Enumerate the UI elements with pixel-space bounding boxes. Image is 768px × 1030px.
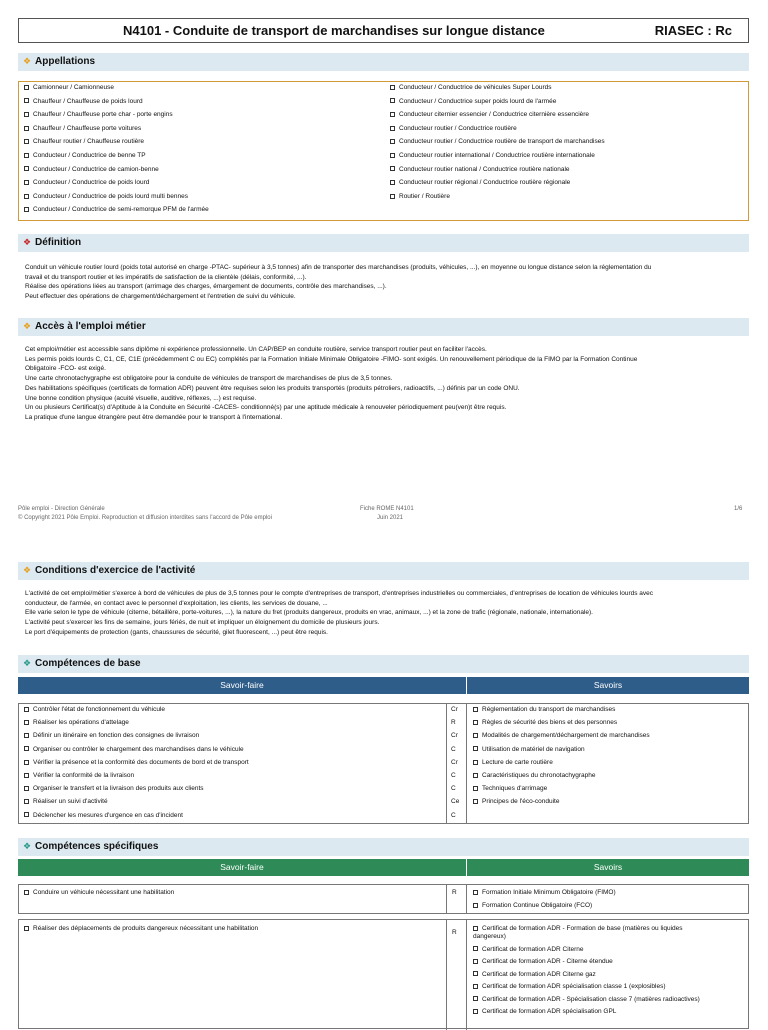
checkbox-icon xyxy=(473,890,478,895)
section-competences-specifiques xyxy=(18,838,749,856)
checkbox-icon xyxy=(24,707,29,712)
savoir-item: Certificat de formation ADR - Spécialisation classe 7 (matières radioactives) xyxy=(473,996,700,1003)
checkbox-icon xyxy=(24,139,29,144)
savoir-item: Formation Initiale Minimum Obligatoire (FIMO) xyxy=(473,889,616,896)
checkbox-icon xyxy=(24,98,29,103)
checkbox-icon xyxy=(390,85,395,90)
footer-date: Juin 2021 xyxy=(377,515,404,521)
appellation-item: Conducteur / Conductrice de semi-remorque PFM de l'armée xyxy=(24,206,209,213)
appellation-item: Conducteur routier international / Conductrice routière internationale xyxy=(390,152,595,159)
checkbox-icon xyxy=(390,126,395,131)
competence-code: C xyxy=(451,785,456,793)
section-title: Compétences spécifiques xyxy=(35,841,159,852)
column-header-savoir-faire: Savoir-faire xyxy=(18,859,466,876)
paragraph-line: Le port d'équipements de protection (gants, chaussures de sécurité, gilet fluorescent, ...) peut être requis. xyxy=(25,628,328,636)
checkbox-icon xyxy=(24,180,29,185)
savoir-faire-item: Organiser ou contrôler le chargement des marchandises dans le véhicule xyxy=(24,746,244,753)
checkbox-icon xyxy=(473,946,478,951)
checkbox-icon xyxy=(24,207,29,212)
competence-code: Cr xyxy=(451,706,458,713)
paragraph-line: La pratique d'une langue étrangère peut être demandée pour le transport à l'international. xyxy=(25,413,283,421)
savoir-faire-item: Réaliser un suivi d'activité xyxy=(24,798,108,805)
savoir-item: Certificat de formation ADR spécialisation classe 1 (explosibles) xyxy=(473,983,666,990)
diamond-icon: ❖ xyxy=(23,56,32,66)
savoir-item: Certificat de formation ADR - Citerne étendue xyxy=(473,958,613,965)
appellation-item: Chauffeur / Chauffeuse de poids lourd xyxy=(24,98,143,105)
savoir-faire-item: Réaliser les opérations d'attelage xyxy=(24,719,129,726)
section-conditions xyxy=(18,562,749,580)
checkbox-icon xyxy=(473,720,478,725)
checkbox-icon xyxy=(390,112,395,117)
paragraph-line: Des habilitations spécifiques (certificats de formation ADR) peuvent être requises selon les produits transportés (produits pétroliers, radioactifs, ...) définis par un code ONU. xyxy=(25,384,520,392)
appellation-item: Chauffeur routier / Chauffeuse routière xyxy=(24,138,144,145)
checkbox-icon xyxy=(24,166,29,171)
competences-specifiques-block-2 xyxy=(18,919,749,1029)
diamond-icon: ❖ xyxy=(23,237,32,247)
checkbox-icon xyxy=(390,166,395,171)
paragraph-line: Une bonne condition physique (acuité visuelle, auditive, réflexes, ...) est requise. xyxy=(25,394,257,402)
checkbox-icon xyxy=(473,926,478,931)
checkbox-icon xyxy=(390,153,395,158)
column-header-savoirs: Savoirs xyxy=(467,677,749,694)
paragraph-line: L'activité peut s'exercer les fins de semaine, jours fériés, de nuit et impliquer un éloignement du domicile de plusieurs jours. xyxy=(25,619,380,627)
checkbox-icon xyxy=(473,760,478,765)
savoir-item: Certificat de formation ADR spécialisation GPL xyxy=(473,1008,616,1015)
diamond-icon: ❖ xyxy=(23,841,32,851)
checkbox-icon xyxy=(473,786,478,791)
competence-code: R xyxy=(451,719,456,727)
appellation-item: Conducteur citernier essencier / Conductrice citernière essencière xyxy=(390,111,589,118)
checkbox-icon xyxy=(473,799,478,804)
section-acces xyxy=(18,318,749,336)
appellation-item: Conducteur routier / Conductrice routière xyxy=(390,125,517,132)
savoir-item: Réglementation du transport de marchandises xyxy=(473,706,615,713)
checkbox-icon xyxy=(24,194,29,199)
checkbox-icon xyxy=(390,180,395,185)
competences-specifiques-block-1 xyxy=(18,884,749,914)
checkbox-icon xyxy=(24,773,29,778)
acces-text xyxy=(25,345,745,423)
appellation-item: Chauffeur / Chauffeuse porte char - porte engins xyxy=(24,111,173,118)
diamond-icon: ❖ xyxy=(23,658,32,668)
paragraph-line: Un ou plusieurs Certificat(s) d'Aptitude à la Conduite en Sécurité -CACES- conditionné(s) par une aptitude médicale à renouveler périodiquement peu(ven)t être requis. xyxy=(25,404,507,412)
savoir-item: Principes de l'éco-conduite xyxy=(473,798,559,805)
savoir-item: Techniques d'arrimage xyxy=(473,785,547,792)
paragraph-line: Conduit un véhicule routier lourd (poids total autorisé en charge -PTAC- supérieur à 3,5 tonnes) afin de transporter des marchandises (produits, véhicules, ...), en moyenne ou longue distance selon la réglementation du xyxy=(25,264,652,271)
competence-code: Cr xyxy=(451,758,458,766)
checkbox-icon xyxy=(390,139,395,144)
competences-base-table xyxy=(18,703,749,824)
checkbox-icon xyxy=(24,720,29,725)
checkbox-icon xyxy=(24,85,29,90)
competence-code: R xyxy=(452,889,457,896)
appellation-item: Conducteur routier national / Conductrice routière nationale xyxy=(390,166,570,173)
checkbox-icon xyxy=(473,959,478,964)
column-header-savoir-faire: Savoir-faire xyxy=(18,677,466,694)
section-title: Accès à l'emploi métier xyxy=(35,321,146,332)
section-title: Conditions d'exercice de l'activité xyxy=(35,565,196,576)
checkbox-icon xyxy=(24,112,29,117)
savoir-faire-item: Conduire un véhicule nécessitant une habilitation xyxy=(24,889,174,896)
savoir-item: Formation Continue Obligatoire (FCO) xyxy=(473,902,592,909)
section-definition xyxy=(18,234,749,252)
checkbox-icon xyxy=(473,733,478,738)
paragraph-line: travail et du transport routier et les impératifs de satisfaction de la clientèle (délais, conformité, ...). xyxy=(25,273,307,281)
paragraph-line: conducteur, de l'armée, en contact avec le personnel d'exploitation, les clients, les services de douane, ... xyxy=(25,599,328,607)
paragraph-line: Réalise des opérations liées au transport (arrimage des charges, émargement de documents, contrôle des marchandises, ...). xyxy=(25,283,387,291)
competence-code: R xyxy=(452,929,457,936)
savoir-faire-item: Vérifier la présence et la conformité des documents de bord et de transport xyxy=(24,759,249,766)
footer-org: Pôle emploi - Direction Générale xyxy=(18,506,105,512)
checkbox-icon xyxy=(24,746,29,751)
section-competences-base xyxy=(18,655,749,673)
checkbox-icon xyxy=(473,971,478,976)
paragraph-line: Cet emploi/métier est accessible sans diplôme ni expérience professionnelle. Un CAP/BEP en conduite routière, service transport routier peut en faciliter l'accès. xyxy=(25,346,487,353)
savoir-item: Certificat de formation ADR - Formation de base (matières ou liquides xyxy=(473,925,683,932)
appellation-item: Conducteur / Conductrice de camion-benne xyxy=(24,166,159,173)
paragraph-line: Obligatoire -FCO- est exigé. xyxy=(25,365,106,373)
savoir-item: Modalités de chargement/déchargement de marchandises xyxy=(473,732,650,739)
competence-code: C xyxy=(451,745,456,753)
savoir-item: Certificat de formation ADR Citerne xyxy=(473,946,584,953)
competence-code: Cr xyxy=(451,732,458,740)
checkbox-icon xyxy=(24,760,29,765)
paragraph-line: Elle varie selon le type de véhicule (citerne, bétaillère, porte-voitures, ...), la nature du fret (produits dangereux, produits en vrac, animaux, ...) et la zone de trafic (régionale, nationale, internationale). xyxy=(25,609,593,617)
checkbox-icon xyxy=(24,812,29,817)
paragraph-line: Peut effectuer des opérations de chargement/déchargement et l'entretien de suivi du véhicule. xyxy=(25,293,296,301)
savoir-item: dangereux) xyxy=(473,933,506,940)
checkbox-icon xyxy=(473,984,478,989)
competence-code: C xyxy=(451,811,456,819)
savoir-faire-item: Définir un itinéraire en fonction des consignes de livraison xyxy=(24,732,199,739)
checkbox-icon xyxy=(473,996,478,1001)
checkbox-icon xyxy=(24,153,29,158)
savoir-faire-item: Contrôler l'état de fonctionnement du véhicule xyxy=(24,706,165,713)
appellation-item: Conducteur / Conductrice de benne TP xyxy=(24,152,146,159)
paragraph-line: L'activité de cet emploi/métier s'exerce à bord de véhicules de plus de 3,5 tonnes pour le compte d'entreprises de transport, d'entreprises industrielles ou commerciales, d'entreprises de location de véhicules lourds avec xyxy=(25,590,654,597)
checkbox-icon xyxy=(24,126,29,131)
competence-code: Ce xyxy=(451,798,460,806)
appellation-item: Chauffeur / Chauffeuse porte voitures xyxy=(24,125,141,132)
appellations-box xyxy=(18,81,749,221)
savoir-faire-item: Déclencher les mesures d'urgence en cas d'incident xyxy=(24,812,183,819)
checkbox-icon xyxy=(473,903,478,908)
checkbox-icon xyxy=(24,799,29,804)
footer-page: 1/6 xyxy=(734,506,743,512)
checkbox-icon xyxy=(24,926,29,931)
checkbox-icon xyxy=(24,786,29,791)
section-title: Définition xyxy=(35,237,82,248)
savoir-item: Utilisation de matériel de navigation xyxy=(473,746,585,753)
checkbox-icon xyxy=(24,890,29,895)
checkbox-icon xyxy=(390,98,395,103)
checkbox-icon xyxy=(473,1009,478,1014)
appellation-item: Conducteur / Conductrice de véhicules Super Lourds xyxy=(390,84,551,91)
diamond-icon: ❖ xyxy=(23,565,32,575)
checkbox-icon xyxy=(473,773,478,778)
footer-fiche: Fiche ROME N4101 xyxy=(360,506,414,512)
checkbox-icon xyxy=(390,194,395,199)
appellation-item: Conducteur / Conductrice super poids lourd de l'armée xyxy=(390,98,556,105)
page-title: N4101 - Conduite de transport de marchandises sur longue distance xyxy=(123,23,545,38)
competence-code: C xyxy=(451,772,456,779)
section-appellations xyxy=(18,53,749,71)
appellation-item: Conducteur / Conductrice de poids lourd xyxy=(24,179,149,186)
checkbox-icon xyxy=(473,707,478,712)
savoir-item: Certificat de formation ADR Citerne gaz xyxy=(473,971,596,978)
savoir-item: Lecture de carte routière xyxy=(473,759,553,766)
column-header-savoirs: Savoirs xyxy=(467,859,749,876)
conditions-text xyxy=(25,589,745,638)
savoir-faire-item: Organiser le transfert et la livraison des produits aux clients xyxy=(24,785,204,792)
paragraph-line: Une carte chronotachygraphe est obligatoire pour la conduite de véhicules de transport de marchandises de plus de 3,5 tonnes. xyxy=(25,375,393,383)
footer-copyright: © Copyright 2021 Pôle Emploi. Reproduction et diffusion interdites sans l'accord de Pôle emploi xyxy=(18,515,272,521)
appellation-item: Conducteur routier régional / Conductrice routière régionale xyxy=(390,179,570,186)
savoir-faire-item: Vérifier la conformité de la livraison xyxy=(24,772,134,779)
diamond-icon: ❖ xyxy=(23,321,32,331)
paragraph-line: Les permis poids lourds C, C1, CE, C1E (précédemment C ou EC) complétés par la Formation Initiale Minimale Obligatoire -FIMO- sont exigés. Un renouvellement périodique de la FIMO par la Formation Continue xyxy=(25,355,638,363)
checkbox-icon xyxy=(24,733,29,738)
checkbox-icon xyxy=(473,746,478,751)
appellation-item: Conducteur / Conductrice de poids lourd multi bennes xyxy=(24,193,188,200)
savoir-item: Règles de sécurité des biens et des personnes xyxy=(473,719,617,726)
appellation-item: Camionneur / Camionneuse xyxy=(24,84,114,91)
riasec-code: RIASEC : Rc xyxy=(654,23,732,38)
savoir-item: Caractéristiques du chronotachygraphe xyxy=(473,772,595,779)
appellation-item: Conducteur routier / Conductrice routière de transport de marchandises xyxy=(390,138,605,145)
page-header xyxy=(18,18,749,43)
definition-text xyxy=(25,263,745,302)
section-title: Compétences de base xyxy=(35,658,141,669)
appellation-item: Routier / Routière xyxy=(390,193,450,200)
section-title: Appellations xyxy=(35,56,96,67)
savoir-faire-item: Réaliser des déplacements de produits dangereux nécessitant une habilitation xyxy=(24,925,258,932)
